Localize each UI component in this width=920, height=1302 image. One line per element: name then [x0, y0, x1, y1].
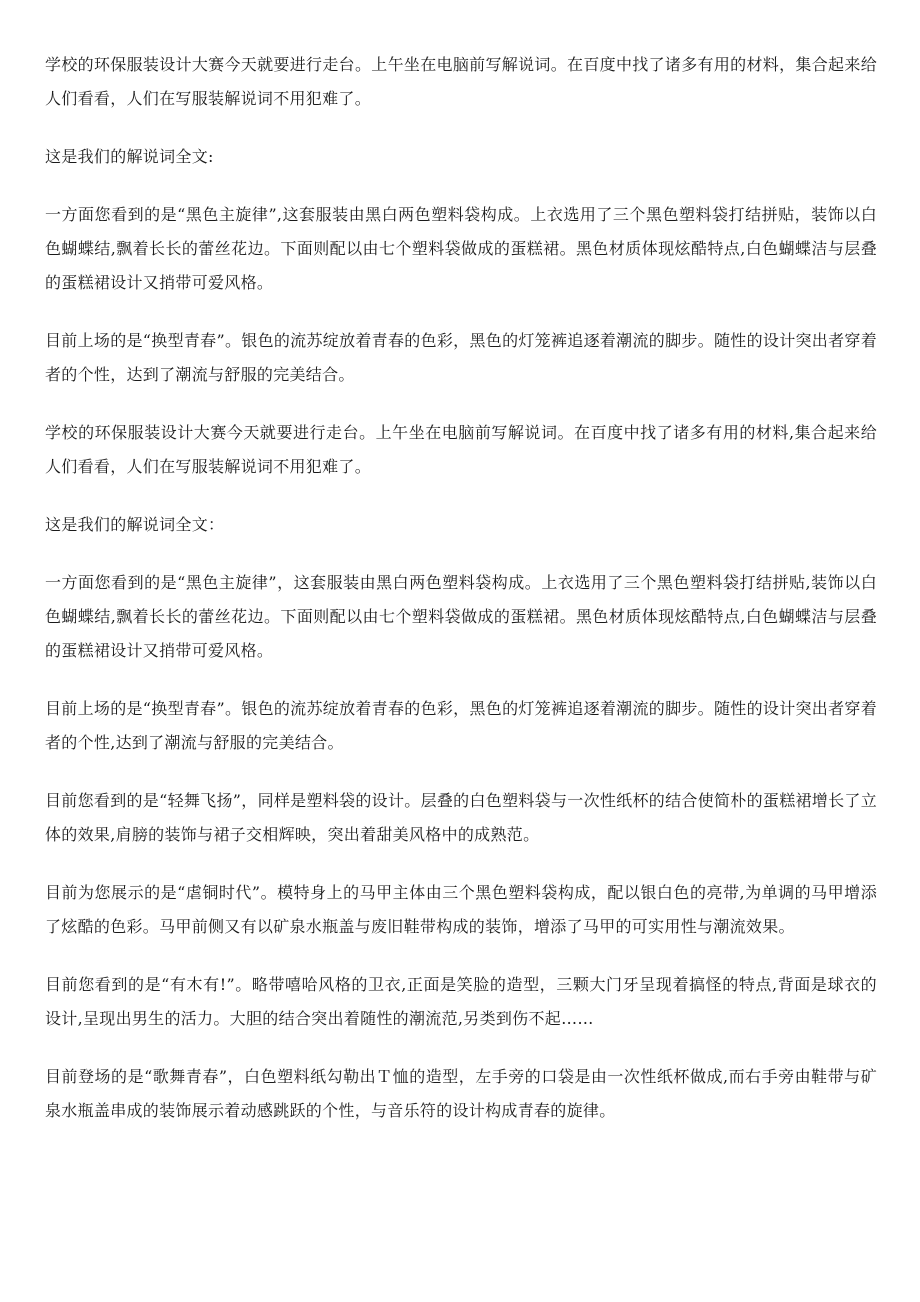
paragraph-5: 学校的环保服装设计大赛今天就要进行走台。上午坐在电脑前写解说词。在百度中找了诸多有用的材料,集合起来给人们看看，人们在写服装解说词不用犯难了。: [45, 423, 877, 476]
paragraph-12: 目前登场的是“歌舞青春”，白色塑料纸勾勒出Ｔ恤的造型，左手旁的口袋是由一次性纸杯做成,而右手旁由鞋带与矿泉水瓶盖串成的装饰展示着动感跳跃的个性，与音乐符的设计构成青春的旋律。: [45, 1067, 877, 1120]
paragraph-10: 目前为您展示的是“虐铜时代”。模特身上的马甲主体由三个黑色塑料袋构成，配以银白色的亮带,为单调的马甲增添了炫酷的色彩。马甲前侧又有以矿泉水瓶盖与废旧鞋带构成的装饰，增添了马甲的可实用性与潮流效果。: [45, 883, 877, 936]
paragraph-4: 目前上场的是“换型青春”。银色的流苏绽放着青春的色彩，黑色的灯笼裤追逐着潮流的脚步。随性的设计突出者穿着者的个性，达到了潮流与舒服的完美结合。: [45, 331, 877, 384]
paragraph-1: 学校的环保服装设计大赛今天就要进行走台。上午坐在电脑前写解说词。在百度中找了诸多有用的材料，集合起来给人们看看，人们在写服装解说词不用犯难了。: [45, 55, 877, 108]
paragraph-7: 一方面您看到的是“黑色主旋律”，这套服装由黑白两色塑料袋构成。上衣选用了三个黑色塑料袋打结拼贴,装饰以白色蝴蝶结,飘着长长的蕾丝花边。下面则配以由七个塑料袋做成的蛋糕裙。黑色材质体现炫酷特点,白色蝴蝶洁与层叠的蛋糕裙设计又捎带可爱风格。: [45, 573, 877, 660]
paragraph-8: 目前上场的是“换型青春”。银色的流苏绽放着青春的色彩，黑色的灯笼裤追逐着潮流的脚步。随性的设计突出者穿着者的个性,达到了潮流与舒服的完美结合。: [45, 699, 877, 752]
paragraph-11: 目前您看到的是“有木有!”。略带嘻哈风格的卫衣,正面是笑脸的造型，三颗大门牙呈现着搞怪的特点,背面是球衣的设计,呈现出男生的活力。大胆的结合突出着随性的潮流范,另类到伤不起……: [45, 975, 877, 1028]
document-body: [45, 48, 877, 1152]
paragraph-9: 目前您看到的是“轻舞飞扬”，同样是塑料袋的设计。层叠的白色塑料袋与一次性纸杯的结合使简朴的蛋糕裙增长了立体的效果,肩膀的装饰与裙子交相辉映，突出着甜美风格中的成熟范。: [45, 791, 877, 844]
paragraph-2: 这是我们的解说词全文:: [45, 147, 214, 166]
paragraph-3: 一方面您看到的是“黑色主旋律”,这套服装由黑白两色塑料袋构成。上衣选用了三个黑色塑料袋打结拼贴，装饰以白色蝴蝶结,飘着长长的蕾丝花边。下面则配以由七个塑料袋做成的蛋糕裙。黑色材质体现炫酷特点,白色蝴蝶洁与层叠的蛋糕裙设计又捎带可爱风格。: [45, 205, 877, 292]
paragraph-6: 这是我们的解说词全文：: [45, 515, 225, 534]
